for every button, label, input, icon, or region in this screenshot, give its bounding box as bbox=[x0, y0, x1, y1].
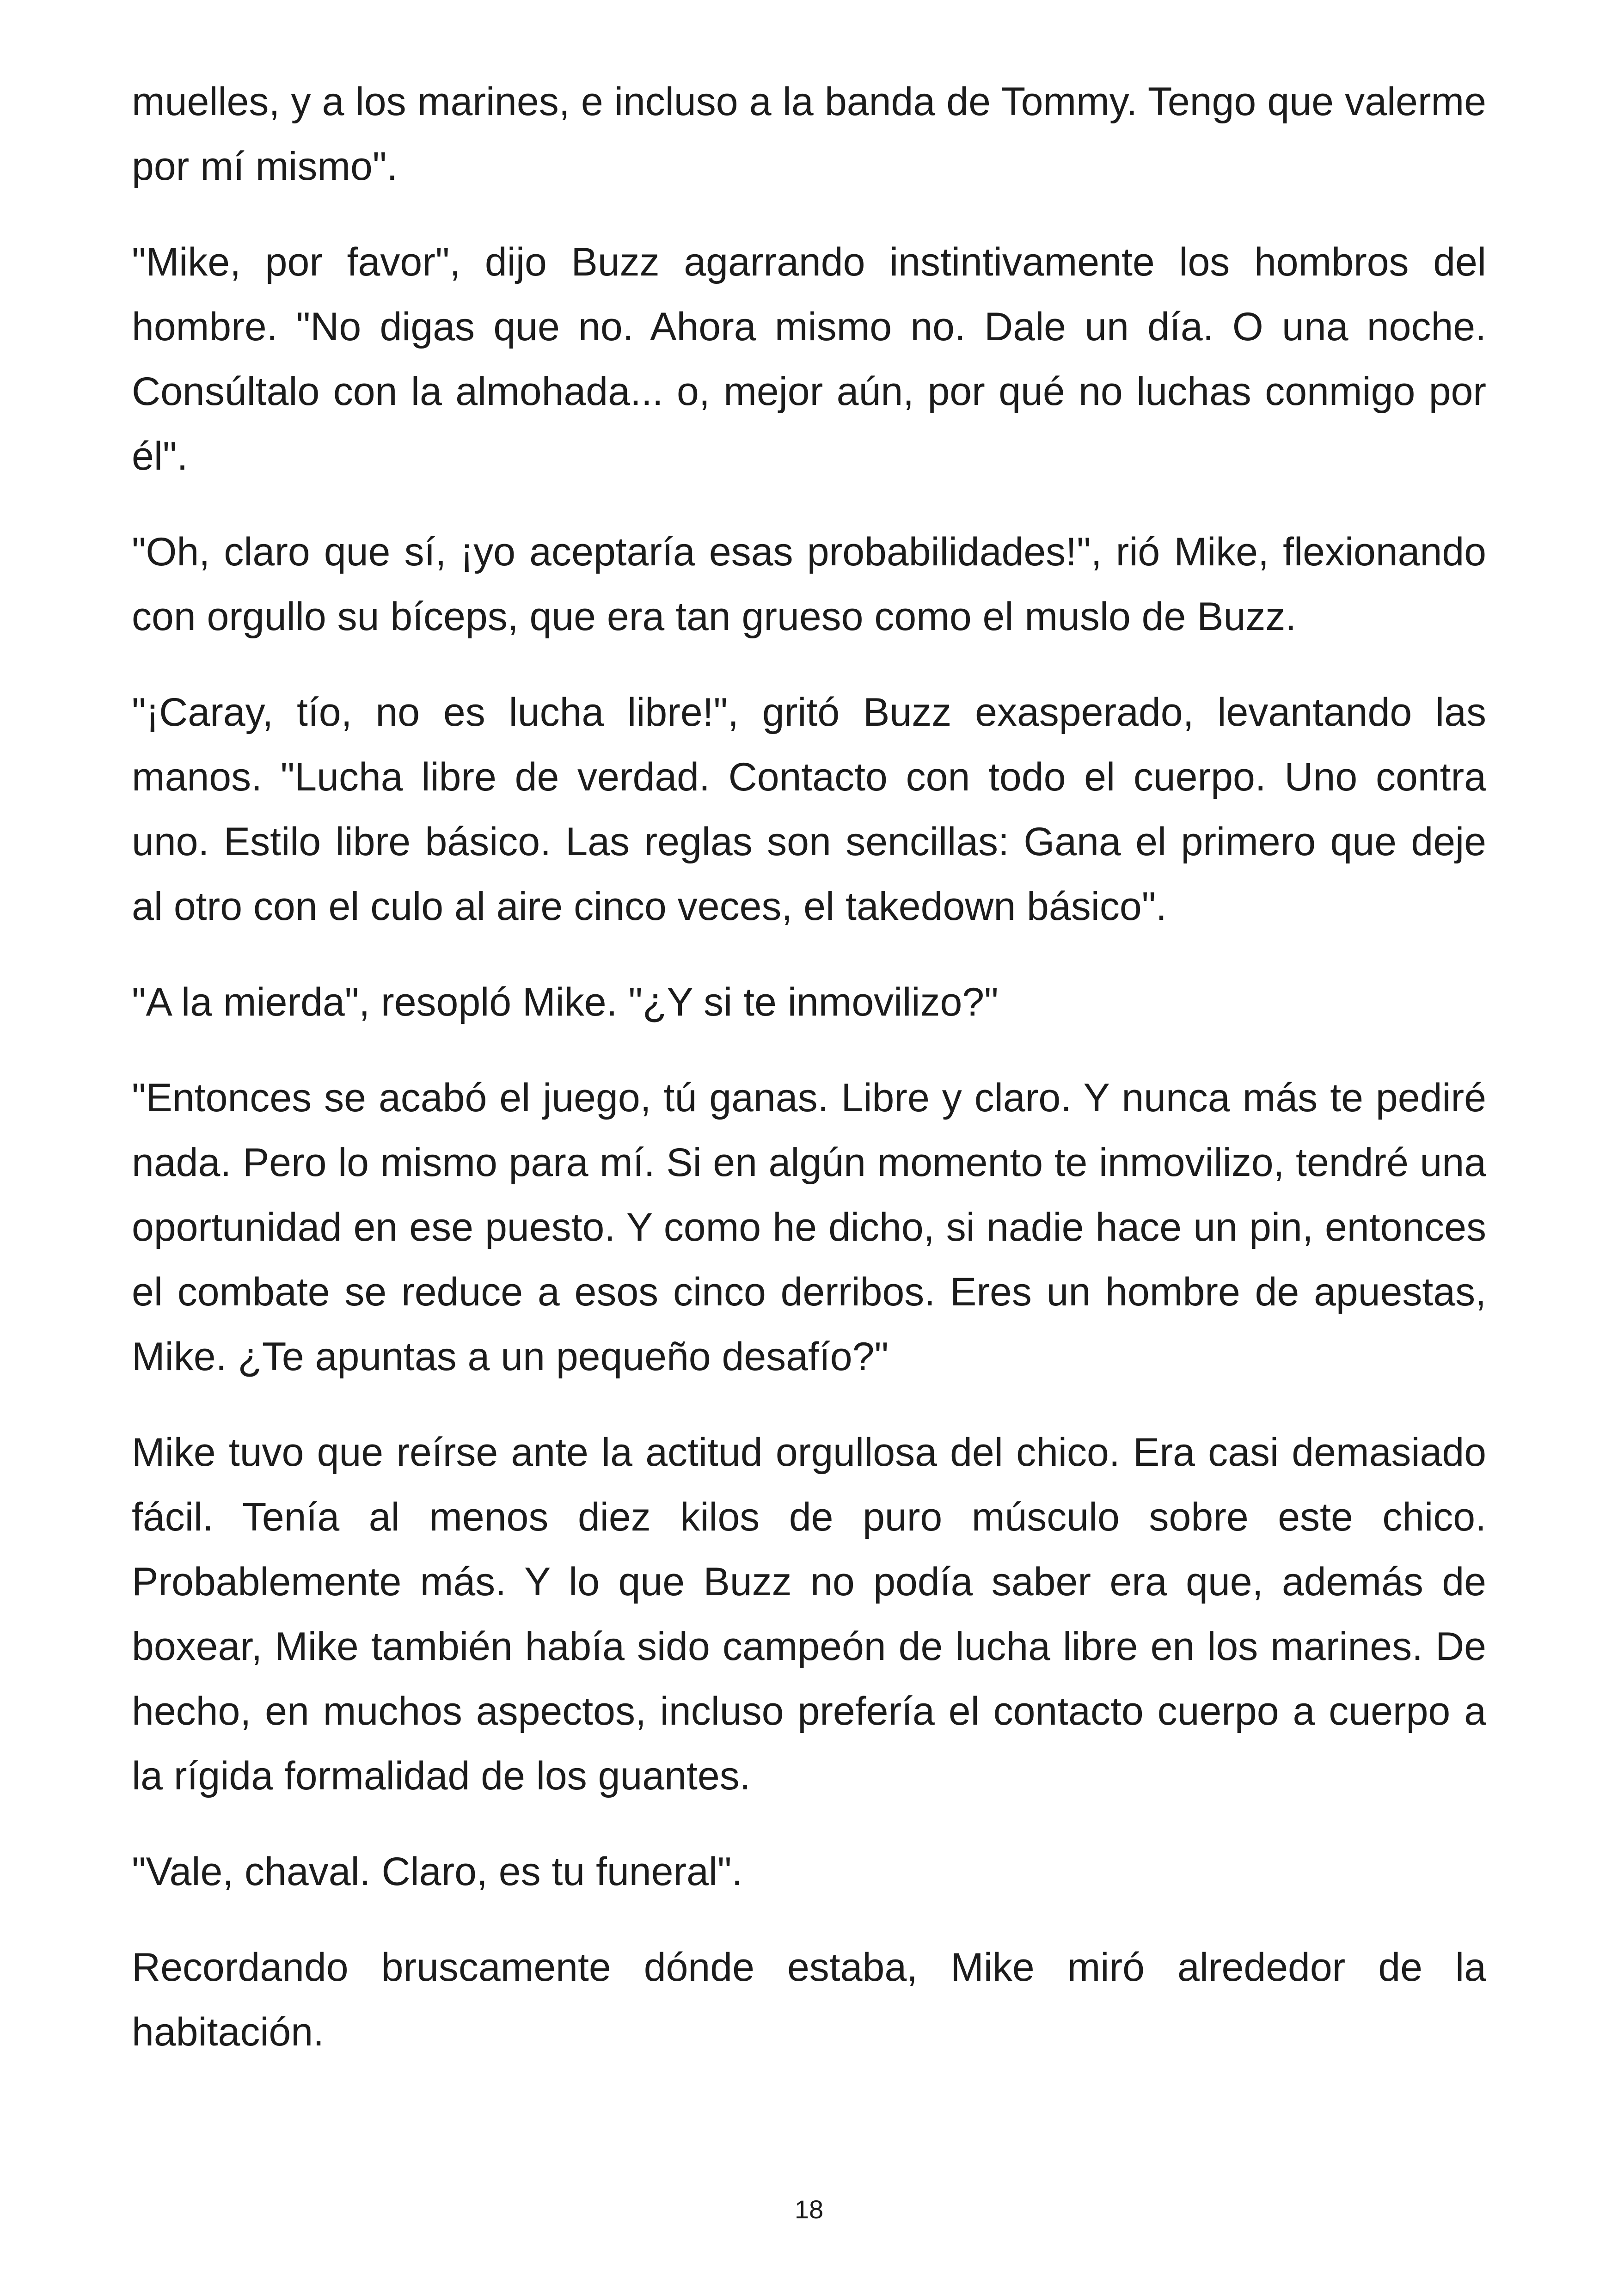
paragraph: "A la mierda", resopló Mike. "¿Y si te inmovilizo?" bbox=[132, 980, 999, 1024]
paragraph: muelles, y a los marines, e incluso a la banda de Tommy. Tengo que valerme por mí mismo". bbox=[132, 80, 1486, 189]
paragraph: "Vale, chaval. Claro, es tu funeral". bbox=[132, 1849, 743, 1894]
paragraph: "Oh, claro que sí, ¡yo aceptaría esas probabilidades!", rió Mike, flexionando con orgullo su bíceps, que era tan grueso como el muslo de Buzz. bbox=[132, 530, 1486, 639]
paragraph: Recordando bruscamente dónde estaba, Mike miró alrededor de la habitación. bbox=[132, 1945, 1486, 2054]
page-number: 18 bbox=[794, 2195, 824, 2224]
paragraph: Mike tuvo que reírse ante la actitud orgullosa del chico. Era casi demasiado fácil. Tenía al menos diez kilos de puro músculo sobre este chico. Probablemente más. Y lo que Buzz no podía saber era que, además de boxear, Mike también había sido campeón de lucha libre en los marines. De hecho, en muchos aspectos, incluso prefería el contacto cuerpo a cuerpo a la rígida formalidad de los guantes. bbox=[132, 1430, 1486, 1798]
body-text bbox=[132, 69, 1486, 2095]
paragraph: "Entonces se acabó el juego, tú ganas. Libre y claro. Y nunca más te pediré nada. Pero lo mismo para mí. Si en algún momento te inmovilizo, tendré una oportunidad en ese puesto. Y como he dicho, si nadie hace un pin, entonces el combate se reduce a esos cinco derribos. Eres un hombre de apuestas, Mike. ¿Te apuntas a un pequeño desafío?" bbox=[132, 1076, 1486, 1379]
paragraph: "Mike, por favor", dijo Buzz agarrando instintivamente los hombros del hombre. "No digas que no. Ahora mismo no. Dale un día. O una noche. Consúltalo con la almohada... o, mejor aún, por qué no luchas conmigo por él". bbox=[132, 240, 1486, 478]
paragraph: "¡Caray, tío, no es lucha libre!", gritó Buzz exasperado, levantando las manos. "Lucha libre de verdad. Contacto con todo el cuerpo. Uno contra uno. Estilo libre básico. Las reglas son sencillas: Gana el primero que deje al otro con el culo al aire cinco veces, el takedown básico". bbox=[132, 690, 1486, 929]
